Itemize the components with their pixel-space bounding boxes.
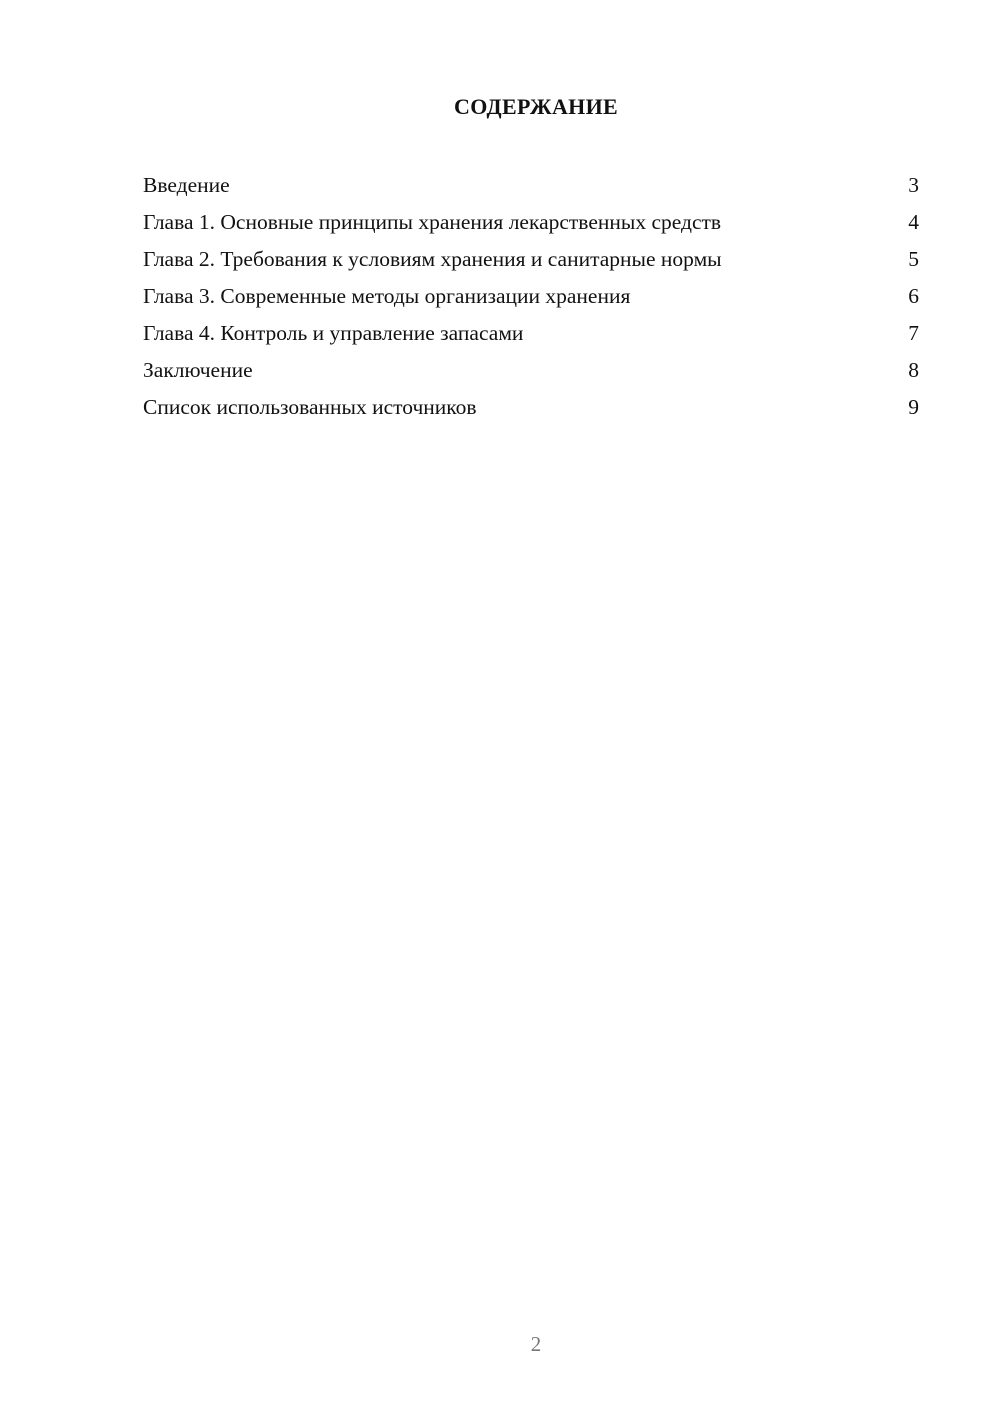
toc-item-introduction	[143, 167, 919, 204]
toc-item-label: Введение	[143, 173, 230, 197]
toc-item-label: Заключение	[143, 358, 253, 382]
table-of-contents	[143, 167, 919, 426]
toc-item-label: Глава 2. Требования к условиям хранения и санитарные нормы	[143, 247, 722, 271]
page-number: 2	[530, 1332, 542, 1356]
toc-item-label: Глава 4. Контроль и управление запасами	[143, 321, 524, 345]
toc-item-page: 8	[908, 358, 919, 382]
toc-item-chapter-4	[143, 315, 919, 352]
toc-item-page: 9	[908, 395, 919, 419]
toc-item-label: Глава 3. Современные методы организации хранения	[143, 284, 631, 308]
toc-item-conclusion	[143, 352, 919, 389]
toc-item-chapter-1	[143, 204, 919, 241]
toc-item-chapter-3	[143, 278, 919, 315]
toc-item-page: 6	[908, 284, 919, 308]
toc-item-references	[143, 389, 919, 426]
toc-item-label: Список использованных источников	[143, 395, 477, 419]
toc-item-chapter-2	[143, 241, 919, 278]
toc-item-page: 7	[908, 321, 919, 345]
toc-item-label: Глава 1. Основные принципы хранения лекарственных средств	[143, 210, 722, 234]
toc-item-page: 5	[908, 247, 919, 271]
toc-item-page: 4	[908, 210, 919, 234]
page-title: СОДЕРЖАНИЕ	[454, 94, 618, 119]
toc-item-page: 3	[908, 173, 919, 197]
